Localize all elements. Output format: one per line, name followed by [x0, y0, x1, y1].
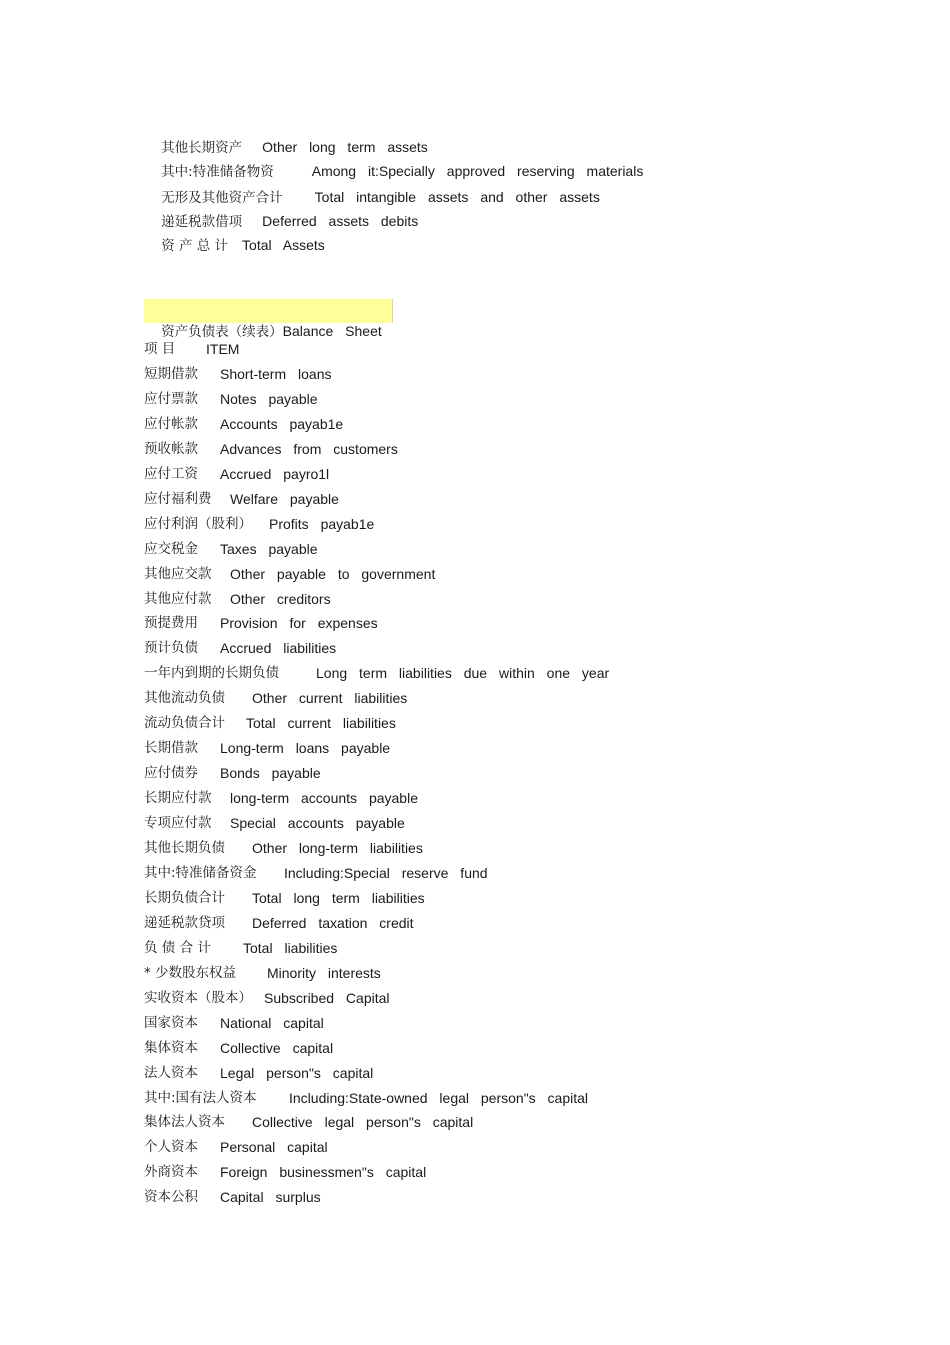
list-item	[144, 889, 425, 907]
line-zh: 递延税款贷项	[144, 915, 225, 931]
line-zh: 其他应付款	[144, 591, 212, 607]
line-zh: 国家资本	[144, 1015, 198, 1031]
line-en: Including:State-owned legal person"s capital	[289, 1090, 589, 1106]
line-zh: 应付工资	[144, 466, 198, 482]
line-en: Taxes payable	[220, 541, 318, 557]
list-item	[144, 964, 381, 982]
line-zh: * 少数股东权益	[144, 965, 237, 981]
line-zh: 其中:特准储备资金	[144, 865, 257, 881]
list-item	[144, 440, 398, 458]
line-en: Minority interests	[267, 965, 381, 981]
list-item	[144, 1163, 427, 1181]
line-zh: 预收帐款	[144, 441, 198, 457]
line-en: Total current liabilities	[246, 715, 396, 731]
line-en: Personal capital	[220, 1139, 328, 1155]
list-item	[144, 565, 436, 583]
list-item	[144, 739, 391, 757]
line-en: Other long term assets	[262, 139, 428, 155]
line-en: Other creditors	[230, 591, 331, 607]
line-zh: 集体资本	[144, 1040, 198, 1056]
line-zh: 预提费用	[144, 615, 198, 631]
line-en: Profits payab1e	[269, 516, 375, 532]
line-en: National capital	[220, 1015, 324, 1031]
list-item	[144, 639, 337, 657]
line-en: Collective capital	[220, 1040, 334, 1056]
line-zh: 其他应交款	[144, 566, 212, 582]
list-item	[144, 914, 414, 932]
list-item	[144, 1089, 589, 1107]
line-zh: 一年内到期的长期负债	[144, 665, 279, 681]
list-item	[144, 415, 344, 433]
list-item	[144, 540, 318, 558]
list-item	[144, 1188, 321, 1206]
line-en: Deferred taxation credit	[252, 915, 414, 931]
line-en: Deferred assets debits	[262, 213, 419, 229]
list-item	[144, 1064, 374, 1082]
line-en: Bonds payable	[220, 765, 321, 781]
list-item	[144, 839, 423, 857]
line-zh: 法人资本	[144, 1065, 198, 1081]
line-en: Welfare payable	[230, 491, 339, 507]
line-zh: 其中:特准储备物资	[161, 164, 274, 180]
line-zh: 实收资本（股本）	[144, 990, 252, 1006]
line-zh: 其他流动负债	[144, 690, 225, 706]
line-en: Provision for expenses	[220, 615, 378, 631]
list-item	[144, 714, 396, 732]
list-item	[144, 590, 331, 608]
list-item	[144, 864, 488, 882]
list-item	[144, 989, 390, 1007]
line-en: Long term liabilities due within one year	[316, 665, 610, 681]
line-zh: 外商资本	[144, 1164, 198, 1180]
line-zh: 其他长期负债	[144, 840, 225, 856]
line-zh: 应付债券	[144, 765, 198, 781]
line-en: Other long-term liabilities	[252, 840, 423, 856]
list-item	[144, 689, 408, 707]
line-en: Other payable to government	[230, 566, 436, 582]
line-en: Special accounts payable	[230, 815, 405, 831]
list-item	[144, 340, 240, 358]
list-item	[144, 814, 405, 832]
line-zh: 应付利润（股利）	[144, 516, 252, 532]
line-zh: 长期借款	[144, 740, 198, 756]
line-zh: 应付票款	[144, 391, 198, 407]
line-zh: 资本公积	[144, 1189, 198, 1205]
list-item	[144, 465, 330, 483]
line-zh: 专项应付款	[144, 815, 212, 831]
line-zh: 预计负债	[144, 640, 198, 656]
line-en: Notes payable	[220, 391, 318, 407]
section-heading	[144, 299, 393, 340]
line-zh: 资 产 总 计	[161, 238, 229, 254]
line-zh: 应付福利费	[144, 491, 212, 507]
line-en: Legal person"s capital	[220, 1065, 374, 1081]
list-item	[144, 1039, 334, 1057]
heading-en: Balance Sheet	[282, 323, 382, 339]
line-en: Long-term loans payable	[220, 740, 391, 756]
line-en: Accrued liabilities	[220, 640, 337, 656]
line-en: Total Assets	[242, 237, 325, 253]
list-item	[144, 939, 338, 957]
line-en: Foreign businessmen"s capital	[220, 1164, 427, 1180]
line-zh: 长期负债合计	[144, 890, 225, 906]
list-item	[144, 490, 339, 508]
line-en: Collective legal person"s capital	[252, 1114, 474, 1130]
line-en: Including:Special reserve fund	[284, 865, 488, 881]
line-zh: 负 债 合 计	[144, 940, 211, 956]
list-item	[144, 789, 418, 807]
heading-zh: 资产负债表（续表）	[161, 324, 283, 340]
line-en: Subscribed Capital	[264, 990, 390, 1006]
list-item	[144, 1014, 324, 1032]
line-en: Other current liabilities	[252, 690, 408, 706]
list-item	[144, 515, 375, 533]
line-zh: 长期应付款	[144, 790, 212, 806]
line-en: Accrued payro1l	[220, 466, 330, 482]
line-zh: 个人资本	[144, 1139, 198, 1155]
line-en: Capital surplus	[220, 1189, 321, 1205]
line-zh: 流动负债合计	[144, 715, 225, 731]
line-en: Short-term loans	[220, 366, 332, 382]
line-en: Advances from customers	[220, 441, 398, 457]
list-item	[144, 664, 610, 682]
line-en: Total long term liabilities	[252, 890, 425, 906]
line-zh: 集体法人资本	[144, 1114, 225, 1130]
line-en: Total liabilities	[243, 940, 338, 956]
list-item	[144, 390, 318, 408]
list-item	[144, 1113, 474, 1131]
list-item	[144, 1138, 328, 1156]
line-zh: 应交税金	[144, 541, 198, 557]
line-en: ITEM	[206, 341, 240, 357]
line-en: Accounts payab1e	[220, 416, 344, 432]
line-zh: 无形及其他资产合计	[161, 190, 283, 206]
line-en: long-term accounts payable	[230, 790, 418, 806]
line-zh: 短期借款	[144, 366, 198, 382]
list-item	[144, 365, 332, 383]
line-en: Among it:Specially approved reserving materials	[311, 163, 644, 179]
line-zh: 其他长期资产	[161, 140, 243, 156]
line-zh: 应付帐款	[144, 416, 198, 432]
line-zh: 递延税款借项	[161, 214, 243, 230]
line-zh: 项 目	[144, 341, 176, 357]
list-item	[144, 764, 321, 782]
line-zh: 其中:国有法人资本	[144, 1090, 257, 1106]
list-item	[144, 614, 378, 632]
line-total-assets	[144, 218, 325, 273]
line-en: Total intangible assets and other assets	[314, 189, 600, 205]
